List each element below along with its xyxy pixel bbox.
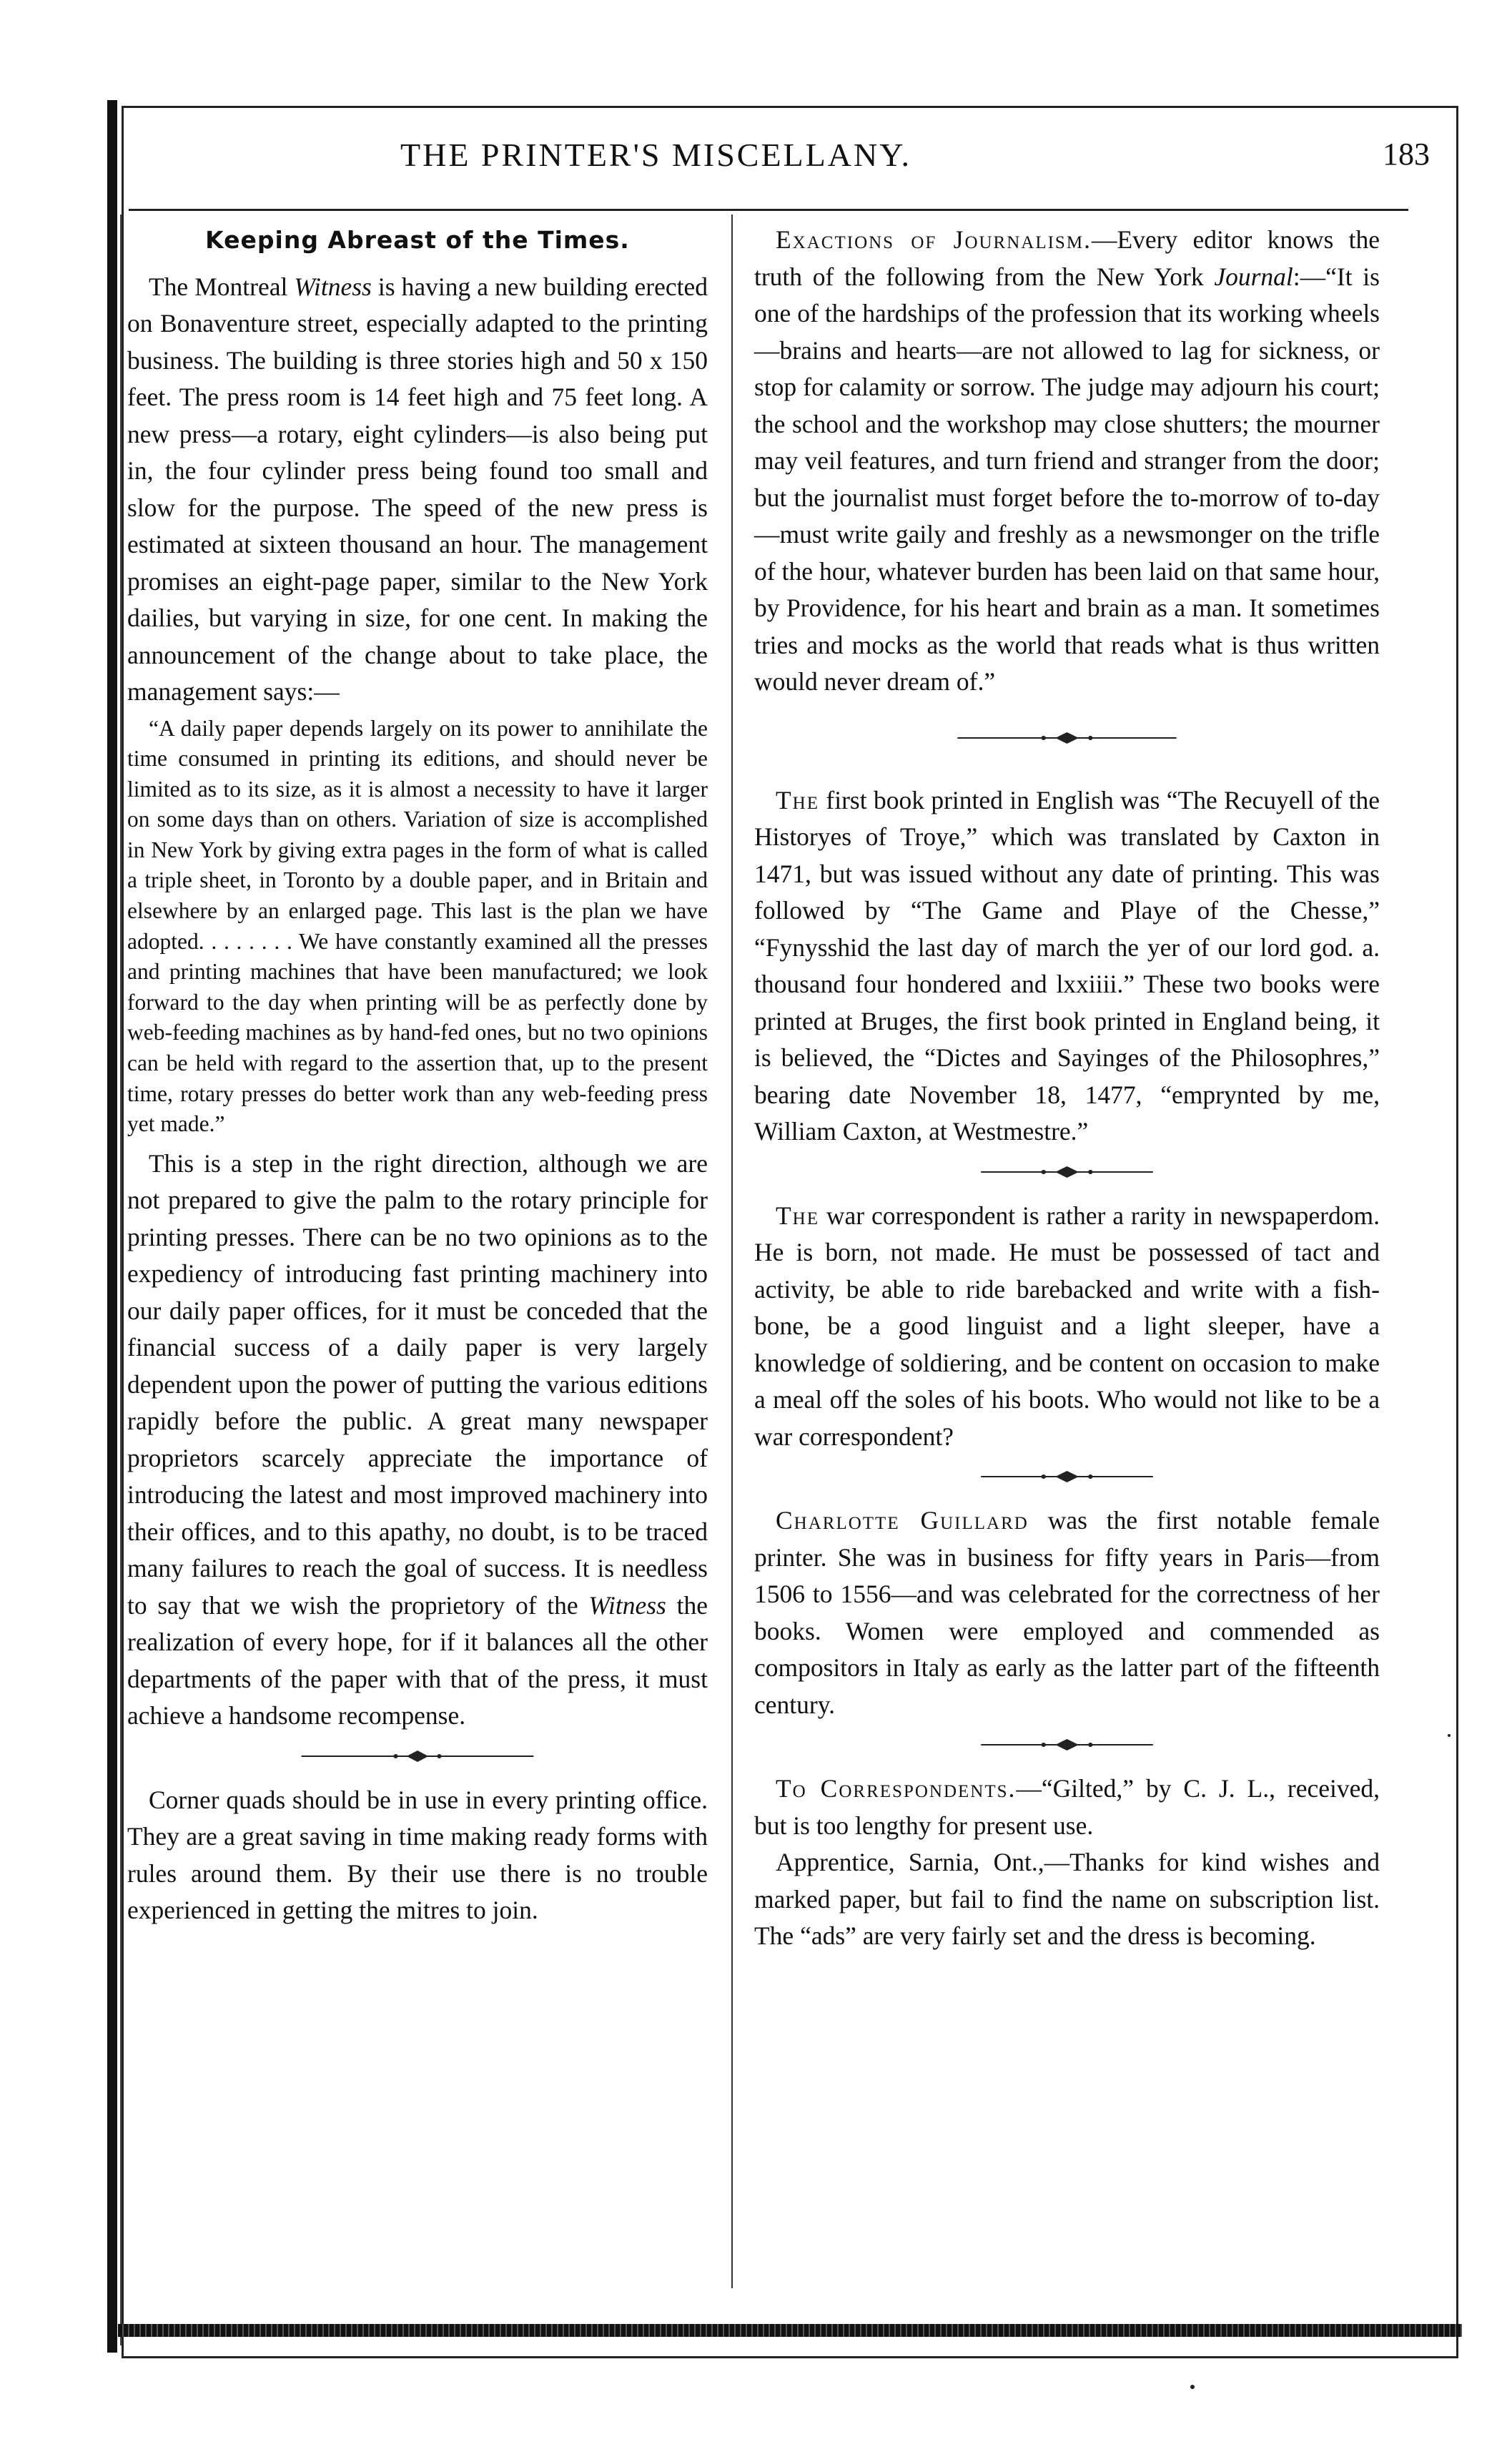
block-quote: “A daily paper depends largely on its power to annihilate the time consumed in printing its editions, and should never be limited as to its size, as it is almost a necessity to have it larger on some days than on others. Variation of size is accomplished in New York by giving extra pages in the form of what is called a triple sheet, in Toronto by a double paper, and in Britain and elsewhere by an enlarged page. This last is the plan we have adopted. . . . . . . . We have constantly examined all the presses and printing machines that have been manufactured; we look forward to the day when printing will be as perfectly done by web-feeding machines as by hand-fed ones, but no two opinions can be held with regard to the assertion that, up to the present time, rotary presses do better work than any web-feeding press yet made.” [127, 715, 708, 1137]
text-run: was the first notable female printer. She was in business for fifty years in Paris—from 1506 to 1556—and was celebrated for the correctness of her books. Women were employed and commended as compositors in Italy as early as the latter part of the fifteenth century. [754, 1506, 1380, 1719]
right-column [754, 222, 1380, 1955]
running-title: THE PRINTER'S MISCELLANY. [400, 137, 911, 173]
text-run: the realization of every hope, for if it balances all the other departments of the paper with that of the press, it must achieve a handsome recompense. [127, 1590, 708, 1730]
ink-speck [1448, 1734, 1451, 1737]
paragraph-lead: To Correspondents. [776, 1774, 1017, 1803]
page-frame-bottom-border [118, 2324, 1462, 2337]
article-paragraph: Corner quads should be in use in every printing office. They are a great saving in time making ready forms with rules around them. By their use there is no trouble experienced in getting the mitres to join. [127, 1785, 708, 1925]
paragraph-lead: The [776, 1201, 820, 1230]
article-paragraph [754, 782, 1380, 1151]
running-head [136, 136, 1430, 186]
text-run: The Montreal [149, 272, 295, 301]
text-run: war correspondent is rather a rarity in newspaperdom. He is born, not made. He must be possessed of tact and activity, be able to ride barebacked and write with a fish-bone, be a good linguist and a light sleeper, have a knowledge of soldiering, and be content on occasion to make a meal off the soles of his boots. Who would not like to be a war correspondent? [754, 1201, 1380, 1451]
header-rule [129, 209, 1408, 211]
text-run: is having a new building erected on Bonaventure street, especially adapted to the printing business. The building is three stories high and 50 x 150 feet. The press room is 14 feet high and 75 feet long. A new press—a rotary, eight cylinders—is also being put in, the four cylinder press being found too small and slow for the purpose. The speed of the new press is estimated at sixteen thousand an hour. The management promises an eight-page paper, similar to the New York dailies, but varying in size, for one cent. In making the announcement of the change about to take place, the management says:— [127, 272, 708, 706]
article-paragraph [754, 1502, 1380, 1723]
article-paragraph [754, 222, 1380, 701]
text-run: —“Gilted,” by C. J. L., received, but is too lengthy for present use. [754, 1774, 1380, 1840]
italic-title: Witness [588, 1590, 666, 1620]
article-paragraph [754, 1771, 1380, 1844]
article-paragraph [127, 1146, 708, 1735]
text-run: :—“It is one of the hardships of the profession that its working wheels—brains and hearts—are not allowed to lag for sickness, or stop for calamity or sorrow. The judge may adjourn his court; the school and the workshop may close shutters; the mourner may veil features, and turn friend and stranger from the door; but the journalist must forget before the to-morrow of to-day—must write gaily and freshly as a newsmonger on the trifle of the hour, whatever burden has been laid on that same hour, by Providence, for his heart and brain as a man. It sometimes tries and mocks as the world that reads what is thus written would never dream of.” [754, 262, 1380, 696]
paragraph-lead: Exactions of Journalism. [776, 225, 1092, 254]
article-paragraph [754, 1198, 1380, 1456]
italic-title: Journal [1214, 262, 1293, 291]
paragraph-lead: Charlotte Guillard [776, 1506, 1029, 1535]
section-ornament [754, 1736, 1380, 1753]
left-column [127, 222, 708, 1929]
ink-speck [1190, 2385, 1195, 2389]
text-run: first book printed in English was “The Recuyell of the Historyes of Troye,” which was translated by Caxton in 1471, but was issued without any date of printing. This was followed by “The Game and Playe of the Chesse,” “Fynysshid the last day of march the yer of our lord god. a. thousand four hondered and lxxiiii.” These two books were printed at Bruges, the first book printed in England being, it is believed, the “Dictes and Sayinges of the Philosophres,” bearing date November 18, 1477, “emprynted by me, William Caxton, at Westmestre.” [754, 785, 1380, 1146]
article-paragraph [127, 269, 708, 711]
section-ornament [754, 729, 1380, 747]
binding-edge [107, 100, 117, 2353]
page-number: 183 [1383, 137, 1430, 172]
section-ornament [754, 1163, 1380, 1181]
italic-title: Witness [294, 272, 372, 301]
section-ornament [127, 1748, 708, 1765]
paragraph-lead: The [776, 785, 820, 814]
article-heading: Keeping Abreast of the Times. [205, 226, 630, 254]
text-run: This is a step in the right direction, although we are not prepared to give the palm to the rotary principle for printing presses. There can be no two opinions as to the expediency of introducing fast printing machinery into our daily paper offices, for it must be conceded that the financial success of a daily paper is very largely dependent upon the power of putting the various editions rapidly before the public. A great many newspaper proprietors scarcely appreciate the importance of introducing the latest and most improved machinery into their offices, and to this apathy, no doubt, is to be traced many failures to reach the goal of success. It is needless to say that we wish the proprietory of the [127, 1148, 708, 1620]
section-ornament [754, 1468, 1380, 1485]
column-divider [731, 215, 733, 2288]
article-paragraph: Apprentice, Sarnia, Ont.,—Thanks for kind wishes and marked paper, but fail to find the name on subscription list. The “ads” are very fairly set and the dress is becoming. [754, 1848, 1380, 1950]
text-run: —Every editor knows the truth of the following from the New York [754, 225, 1380, 291]
